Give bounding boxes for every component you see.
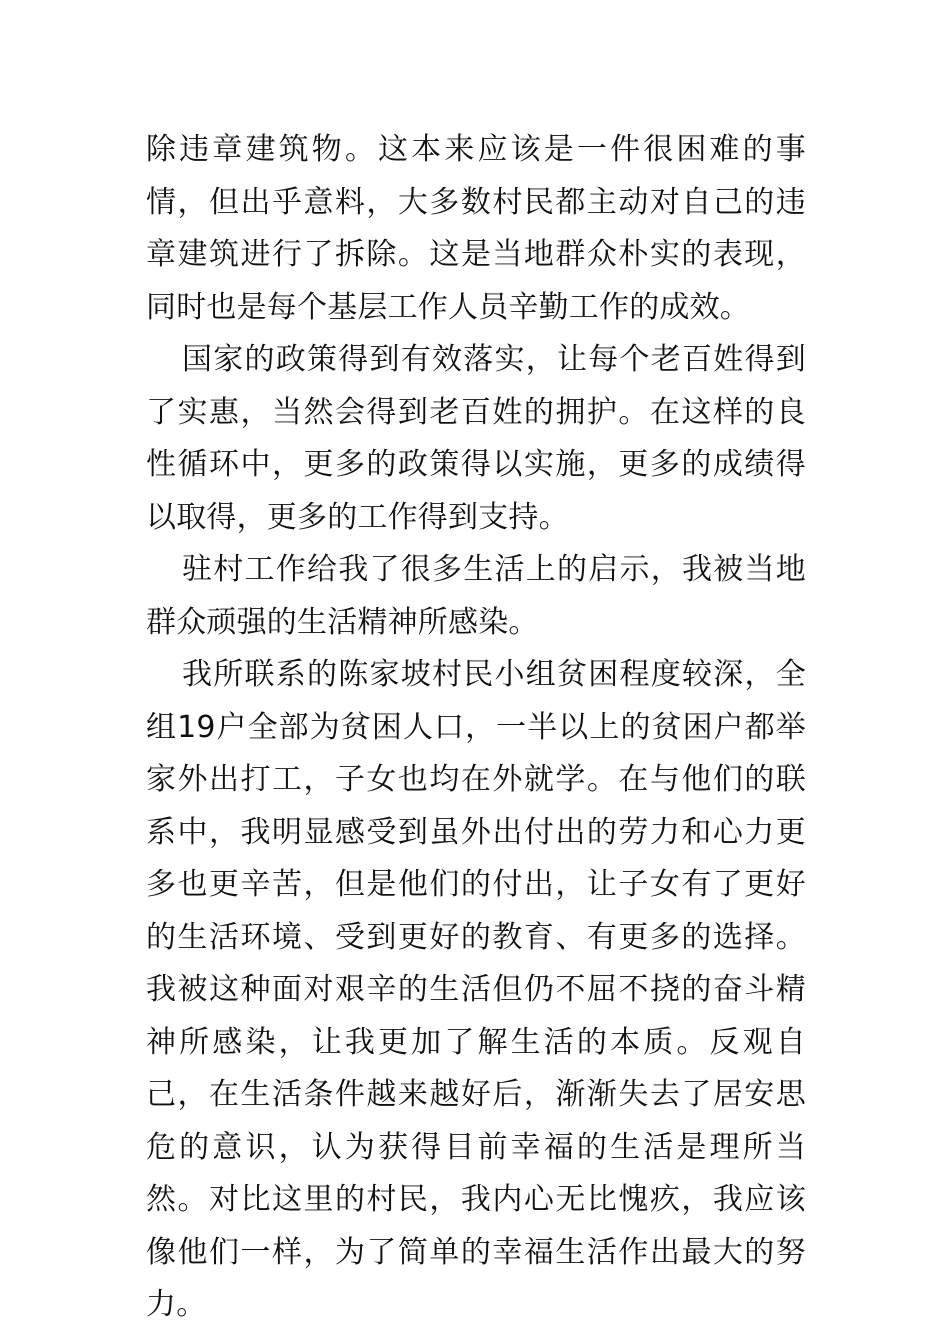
paragraph-3: 驻村工作给我了很多生活上的启示，我被当地群众顽强的生活精神所感染。: [146, 552, 806, 640]
paragraph-1: 除违章建筑物。这本来应该是一件很困难的事情，但出乎意料，大多数村民都主动对自己的违章建筑进行了拆除。这是当地群众朴实的表现，同时也是每个基层工作人员辛勤工作的成效。: [146, 132, 806, 325]
paragraph-2: 国家的政策得到有效落实，让每个老百姓得到了实惠，当然会得到老百姓的拥护。在这样的良性循环中，更多的政策得以实施，更多的成绩得以取得，更多的工作得到支持。: [146, 342, 806, 535]
document-body: [146, 124, 806, 1332]
paragraph-4: 我所联系的陈家坡村民小组贫困程度较深，全组19户全部为贫困人口，一半以上的贫困户都举家外出打工，子女也均在外就学。在与他们的联系中，我明显感受到虽外出付出的劳力和心力更多也更辛苦，但是他们的付出，让子女有了更好的生活环境、受到更好的教育、有更多的选择。我被这种面对艰辛的生活但仍不屈不挠的奋斗精神所感染，让我更加了解生活的本质。反观自己，在生活条件越来越好后，渐渐失去了居安思危的意识，认为获得目前幸福的生活是理所当然。对比这里的村民，我内心无比愧疚，我应该像他们一样，为了简单的幸福生活作出最大的努力。: [146, 657, 806, 1322]
